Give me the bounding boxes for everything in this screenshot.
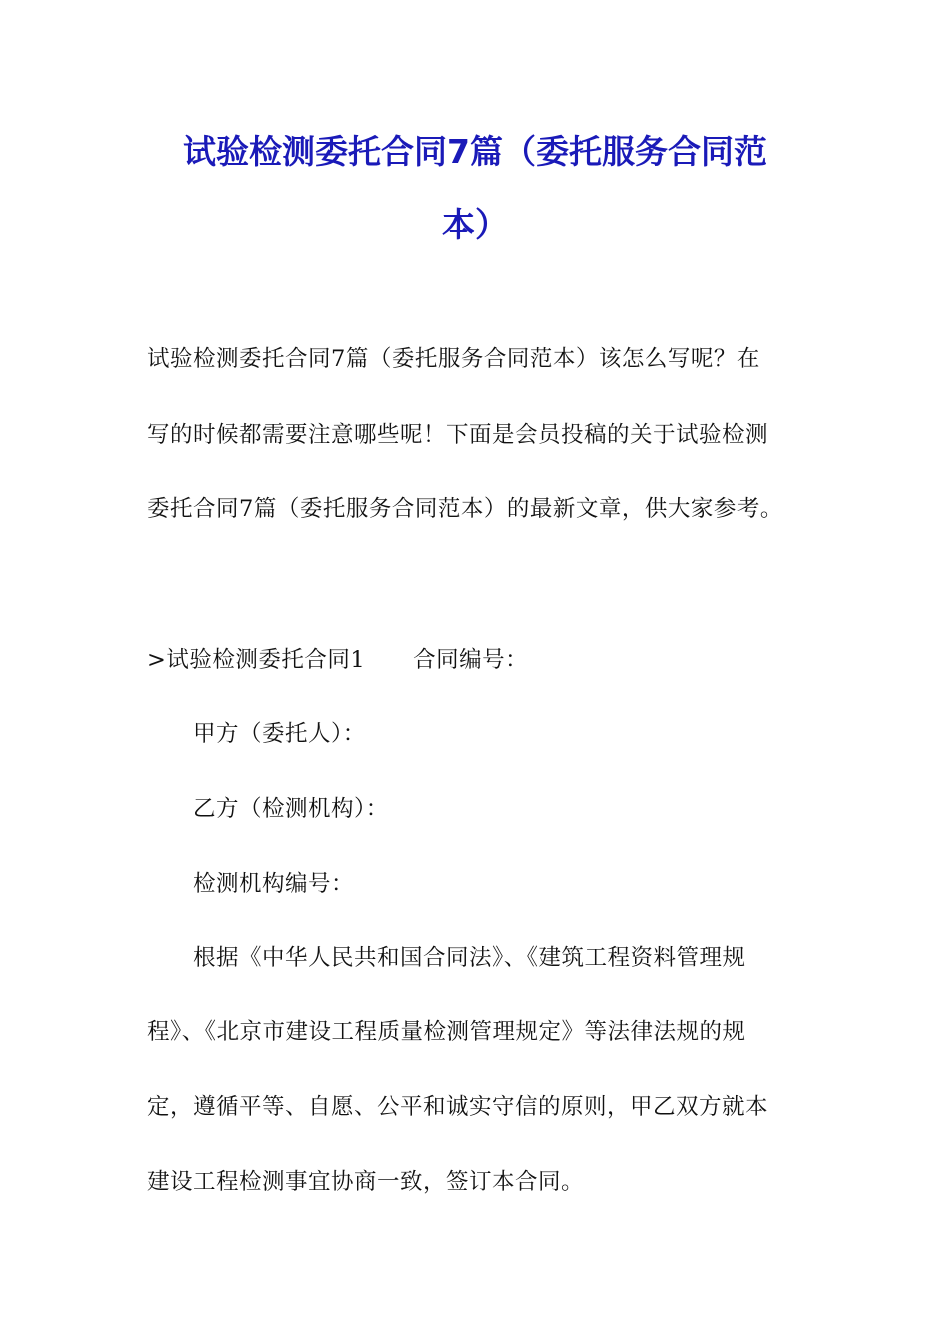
intro-line-2: 写的时候都需要注意哪些呢！下面是会员投稿的关于试验检测: [147, 422, 769, 448]
intro-line-3: 委托合同7篇（委托服务合同范本）的最新文章，供大家参考。: [147, 496, 783, 522]
section-heading: [147, 645, 807, 675]
party-a-label: 甲方（委托人）：: [193, 721, 366, 747]
body-line-3: 定，遵循平等、自愿、公平和诚实守信的原则，甲乙双方就本: [147, 1094, 769, 1120]
body-line-1: 根据《中华人民共和国合同法》、《建筑工程资料管理规: [193, 945, 746, 971]
contract-number-label: 合同编号：: [413, 647, 529, 673]
document-title-line-2: 本）: [442, 205, 508, 244]
party-b-label: 乙方（检测机构）：: [193, 796, 389, 822]
document-title-line-1: 试验检测委托合同7篇（委托服务合同范: [183, 132, 767, 171]
body-line-4: 建设工程检测事宜协商一致，签订本合同。: [147, 1169, 585, 1195]
section-heading-title: >试验检测委托合同1: [147, 647, 366, 673]
intro-line-1: 试验检测委托合同7篇（委托服务合同范本）该怎么写呢？在: [147, 346, 760, 372]
body-line-2: 程》、《北京市建设工程质量检测管理规定》等法律法规的规: [147, 1019, 746, 1045]
agency-number-label: 检测机构编号：: [193, 871, 355, 897]
